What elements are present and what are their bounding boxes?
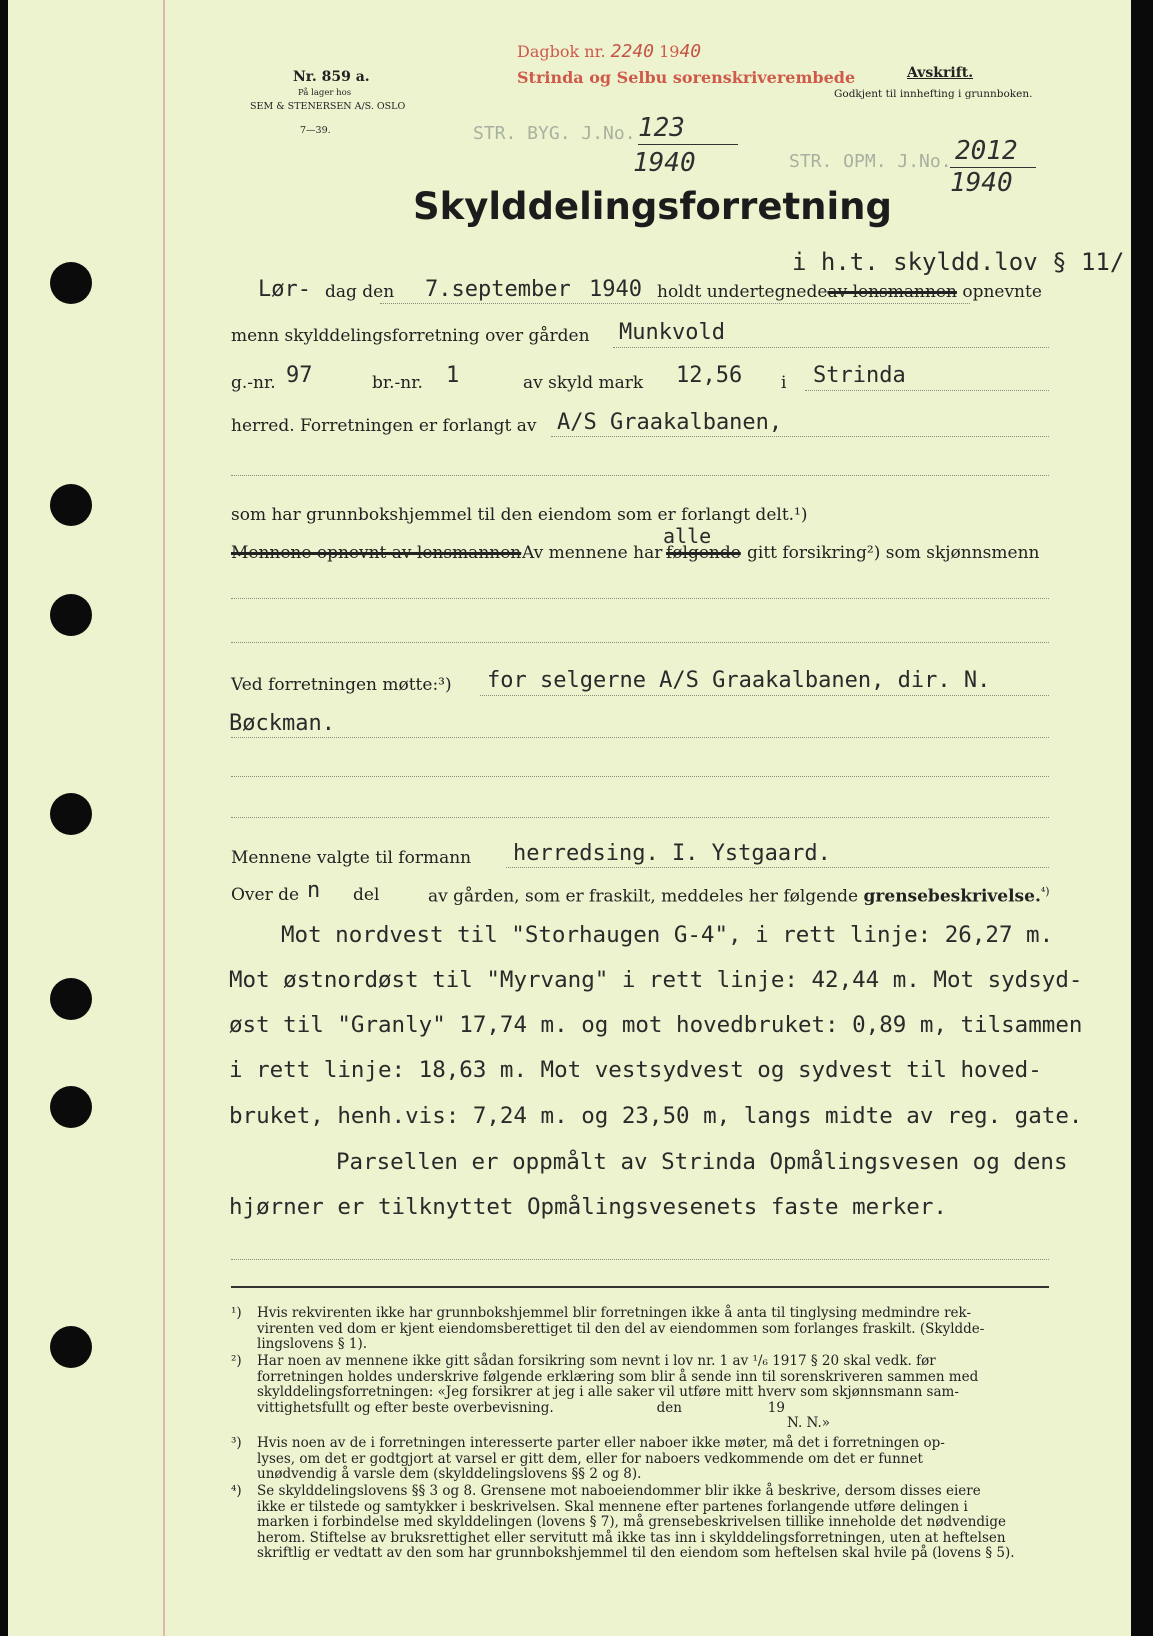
punch-hole bbox=[50, 978, 92, 1020]
present-text-2: Bøckman. bbox=[229, 711, 335, 736]
str-byg-stamp: STR. BYG. J.No. bbox=[473, 123, 636, 144]
struck-text: Mennene opnevnt av lensmannen bbox=[231, 543, 522, 563]
str-opm-stamp: STR. OPM. J.No. bbox=[789, 151, 952, 172]
court-name: Strinda og Selbu sorenskriverembede bbox=[517, 68, 856, 87]
present-label: Ved forretningen møtte:³) bbox=[231, 675, 452, 695]
boundary-line-1: Mot nordvest til "Storhaugen G-4", i rett linje: 26,27 m. bbox=[281, 922, 1054, 948]
punch-hole bbox=[50, 1326, 92, 1368]
form-number: Nr. 859 a. bbox=[293, 69, 370, 85]
dagbok-line: Dagbok nr. 2240 1940 bbox=[517, 41, 702, 62]
str-opm-year: 1940 bbox=[950, 168, 1013, 198]
punch-hole bbox=[50, 1086, 92, 1128]
avskrift-label: Avskrift. bbox=[907, 65, 974, 81]
bnr-value: 1 bbox=[446, 363, 460, 388]
boundary-line-6: Parsellen er oppmålt av Strinda Opmålingsvesen og dens bbox=[336, 1149, 1068, 1175]
fill-line bbox=[231, 737, 1049, 738]
fill-line bbox=[231, 1259, 1049, 1260]
over-label: Over de bbox=[231, 885, 300, 905]
punch-hole bbox=[50, 793, 92, 835]
scan-edge-right bbox=[1131, 0, 1153, 1636]
punch-hole bbox=[50, 594, 92, 636]
fill-line bbox=[480, 695, 1049, 696]
line1-text: holdt undertegnedeav lensmannen opnevnte bbox=[657, 282, 1042, 302]
str-byg-number: 123 bbox=[638, 113, 685, 143]
del-label: del bbox=[353, 885, 380, 905]
gnr-label: g.-nr. bbox=[231, 373, 276, 393]
publisher-line1: På lager hos bbox=[298, 88, 352, 98]
str-opm-number: 2012 bbox=[955, 136, 1018, 166]
boundary-line-5: bruket, henh.vis: 7,24 m. og 23,50 m, langs midte av reg. gate. bbox=[229, 1103, 1083, 1129]
present-text-1: for selgerne A/S Graakalbanen, dir. N. bbox=[487, 668, 991, 693]
fill-line bbox=[613, 347, 1049, 348]
struck-folgende: følgende bbox=[666, 543, 741, 563]
boundary-line-2: Mot østnordøst til "Myrvang" i rett linje: 42,44 m. Mot sydsyd- bbox=[229, 967, 1083, 993]
chair-name: herredsing. I. Ystgaard. bbox=[513, 841, 831, 866]
over-hand: n bbox=[307, 878, 321, 903]
hjemmel-text: som har grunnbokshjemmel til den eiendom som er forlangt delt.¹) bbox=[231, 505, 808, 525]
fill-line bbox=[805, 390, 1049, 391]
day-label: dag den bbox=[325, 282, 395, 302]
skyld-label: av skyld mark bbox=[523, 373, 644, 393]
fill-line bbox=[231, 598, 1049, 599]
farm-label: menn skylddelingsforretning over gården bbox=[231, 326, 590, 346]
farm-name: Munkvold bbox=[619, 320, 725, 345]
fill-line bbox=[506, 867, 1049, 868]
punch-hole bbox=[50, 262, 92, 304]
boundary-line-4: i rett linje: 18,63 m. Mot vestsydvest og sydvest til hoved- bbox=[229, 1057, 1042, 1083]
footnote-4: ⁴) Se skylddelingslovens §§ 3 og 8. Grensene mot naboeiendommer blir ikke å beskrive, dersom disses eiere ikke er tilstede og samtykker i beskrivelsen. Skal mennene efter partenes forlangende utføre delingen i marken i forbindelse med skylddelingen (lovens § 7), må grensebeskrivelsen tillike inneholde det nødvendige herom. Stiftelse av bruksrettighet eller servitutt må ikke tas inn i skylddelingsforretningen, uten at heftelsen skriftlig er vedtatt av den som har grunnbokshjemmel til den eiendom som heftelsen skal hvile på (lovens § 5). bbox=[231, 1483, 1015, 1561]
gnr-value: 97 bbox=[286, 363, 313, 388]
date-hand: 7.september bbox=[425, 277, 571, 302]
boundary-line-3: øst til "Granly" 17,74 m. og mot hovedbruket: 0,89 m, tilsammen bbox=[229, 1012, 1083, 1038]
forsikring-text: gitt forsikring²) som skjønnsmenn bbox=[747, 543, 1040, 563]
str-byg-fraction-line bbox=[638, 144, 738, 145]
punch-hole bbox=[50, 484, 92, 526]
publisher-line2: SEM & STENERSEN A/S. OSLO bbox=[250, 101, 406, 112]
footnote-2: ²) Har noen av mennene ikke gitt sådan forsikring som nevnt i lov nr. 1 av ¹/₆ 1917 § 20 skal vedk. før forretningen holdes underskrive følgende erklæring som blir å sende inn til sorenskriveren sammen med skylddelingsforretningen: «Jeg forsikrer at jeg i alle saker vil utføre mitt hverv som skjønnsmann sam- vittighetsfullt og efter beste overbevisning. den 19 N. N.» bbox=[231, 1353, 979, 1431]
legal-reference: i h.t. skyldd.lov § 11/ bbox=[792, 248, 1125, 276]
approval-note: Godkjent til innhefting i grunnboken. bbox=[834, 88, 1033, 100]
str-byg-year: 1940 bbox=[633, 148, 696, 178]
fill-line bbox=[380, 303, 970, 304]
fill-line bbox=[551, 436, 1049, 437]
grense-line: av gården, som er fraskilt, meddeles her følgende grensebeskrivelse.$^{^4)}$ bbox=[428, 885, 1050, 907]
form-date: 7—39. bbox=[300, 125, 331, 136]
i-label: i bbox=[781, 373, 787, 393]
document-title: Skylddelingsforretning bbox=[413, 185, 892, 228]
footnote-1: ¹) Hvis rekvirenten ikke har grunnbokshjemmel blir forretningen ikke å anta til tinglysing medmindre rek- virenten ved dom er kjent eiendomsberettiget til den del av eiendommen som forlanges fraskilt. (Skyldde- lingslovens § 1). bbox=[231, 1305, 985, 1352]
margin-rule bbox=[163, 0, 165, 1636]
footnote-3: ³) Hvis noen av de i forretningen interesserte parter eller naboer ikke møter, må det i forretningen op- lyses, om det er godtgjort at varsel er gitt dem, eller for naboers vedkommende om det er funnet unødvendig å varsle dem (skylddelingslovens §§ 2 og 8). bbox=[231, 1435, 945, 1482]
fill-line bbox=[231, 475, 1049, 476]
footnote-rule bbox=[231, 1286, 1049, 1288]
year-hand: 1940 bbox=[589, 277, 642, 302]
fill-line bbox=[231, 776, 1049, 777]
skyld-value: 12,56 bbox=[676, 363, 743, 388]
mennene-text: Av mennene har bbox=[522, 543, 663, 563]
chair-label: Mennene valgte til formann bbox=[231, 848, 472, 868]
requester-name: A/S Graakalbanen, bbox=[557, 410, 783, 435]
boundary-line-7: hjørner er tilknyttet Opmålingsvesenets faste merker. bbox=[229, 1194, 947, 1220]
scan-edge-left bbox=[0, 0, 8, 1636]
inserted-alle: alle bbox=[663, 524, 712, 548]
weekday-hand: Lør- bbox=[258, 277, 311, 302]
bnr-label: br.-nr. bbox=[372, 373, 423, 393]
requested-by-label: herred. Forretningen er forlangt av bbox=[231, 416, 537, 436]
fill-line bbox=[231, 817, 1049, 818]
fill-line bbox=[231, 642, 1049, 643]
place-value: Strinda bbox=[813, 363, 906, 388]
